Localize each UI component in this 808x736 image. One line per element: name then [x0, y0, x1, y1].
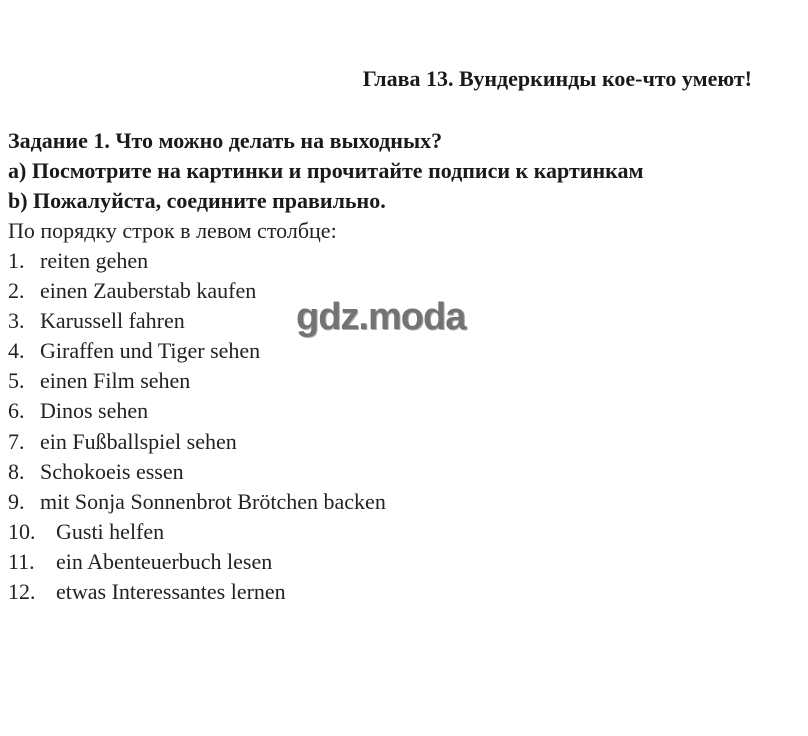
item-text: ein Abenteuerbuch lesen: [56, 548, 273, 574]
watermark: gdz.moda: [296, 296, 466, 338]
item-text: Giraffen und Tiger sehen: [40, 338, 261, 364]
list-item: [8, 336, 798, 366]
list-item: [8, 547, 798, 577]
item-number: 6.: [8, 398, 25, 424]
item-text: Schokoeis essen: [40, 458, 184, 484]
list-item: [8, 427, 798, 457]
item-number: 4.: [8, 338, 25, 364]
item-number: 2.: [8, 278, 25, 304]
list-item: [8, 517, 798, 547]
list-item: [8, 457, 798, 487]
list-item: [8, 577, 798, 607]
item-text: einen Zauberstab kaufen: [40, 278, 257, 304]
chapter-title: Глава 13. Вундеркинды кое-что умеют!: [362, 66, 752, 91]
item-text: mit Sonja Sonnenbrot Brötchen backen: [40, 488, 386, 514]
item-text: ein Fußballspiel sehen: [40, 428, 237, 454]
list-item: [8, 246, 798, 276]
task-heading: Задание 1. Что можно делать на выходных?: [8, 128, 443, 153]
item-number: 7.: [8, 428, 25, 454]
item-text: Karussell fahren: [40, 308, 185, 334]
task-intro: По порядку строк в левом столбце:: [8, 218, 337, 243]
item-number: 11.: [8, 548, 35, 574]
item-number: 3.: [8, 308, 25, 334]
item-number: 5.: [8, 368, 25, 394]
item-number: 1.: [8, 248, 25, 273]
item-number: 8.: [8, 458, 25, 484]
task-part-a: a) Посмотрите на картинки и прочитайте подписи к картинкам: [8, 158, 644, 183]
item-number: 9.: [8, 488, 25, 514]
item-text: etwas Interessantes lernen: [56, 579, 286, 605]
item-text: Gusti helfen: [56, 518, 165, 544]
item-text: einen Film sehen: [40, 368, 191, 394]
list-item: [8, 396, 798, 426]
item-text: reiten gehen: [40, 248, 149, 273]
item-text: Dinos sehen: [40, 398, 149, 424]
item-number: 12.: [8, 579, 36, 605]
item-number: 10.: [8, 518, 36, 544]
list-item: [8, 366, 798, 396]
task-part-b: b) Пожалуйста, соедините правильно.: [8, 188, 386, 213]
list-item: [8, 487, 798, 517]
task-block: [8, 126, 798, 607]
